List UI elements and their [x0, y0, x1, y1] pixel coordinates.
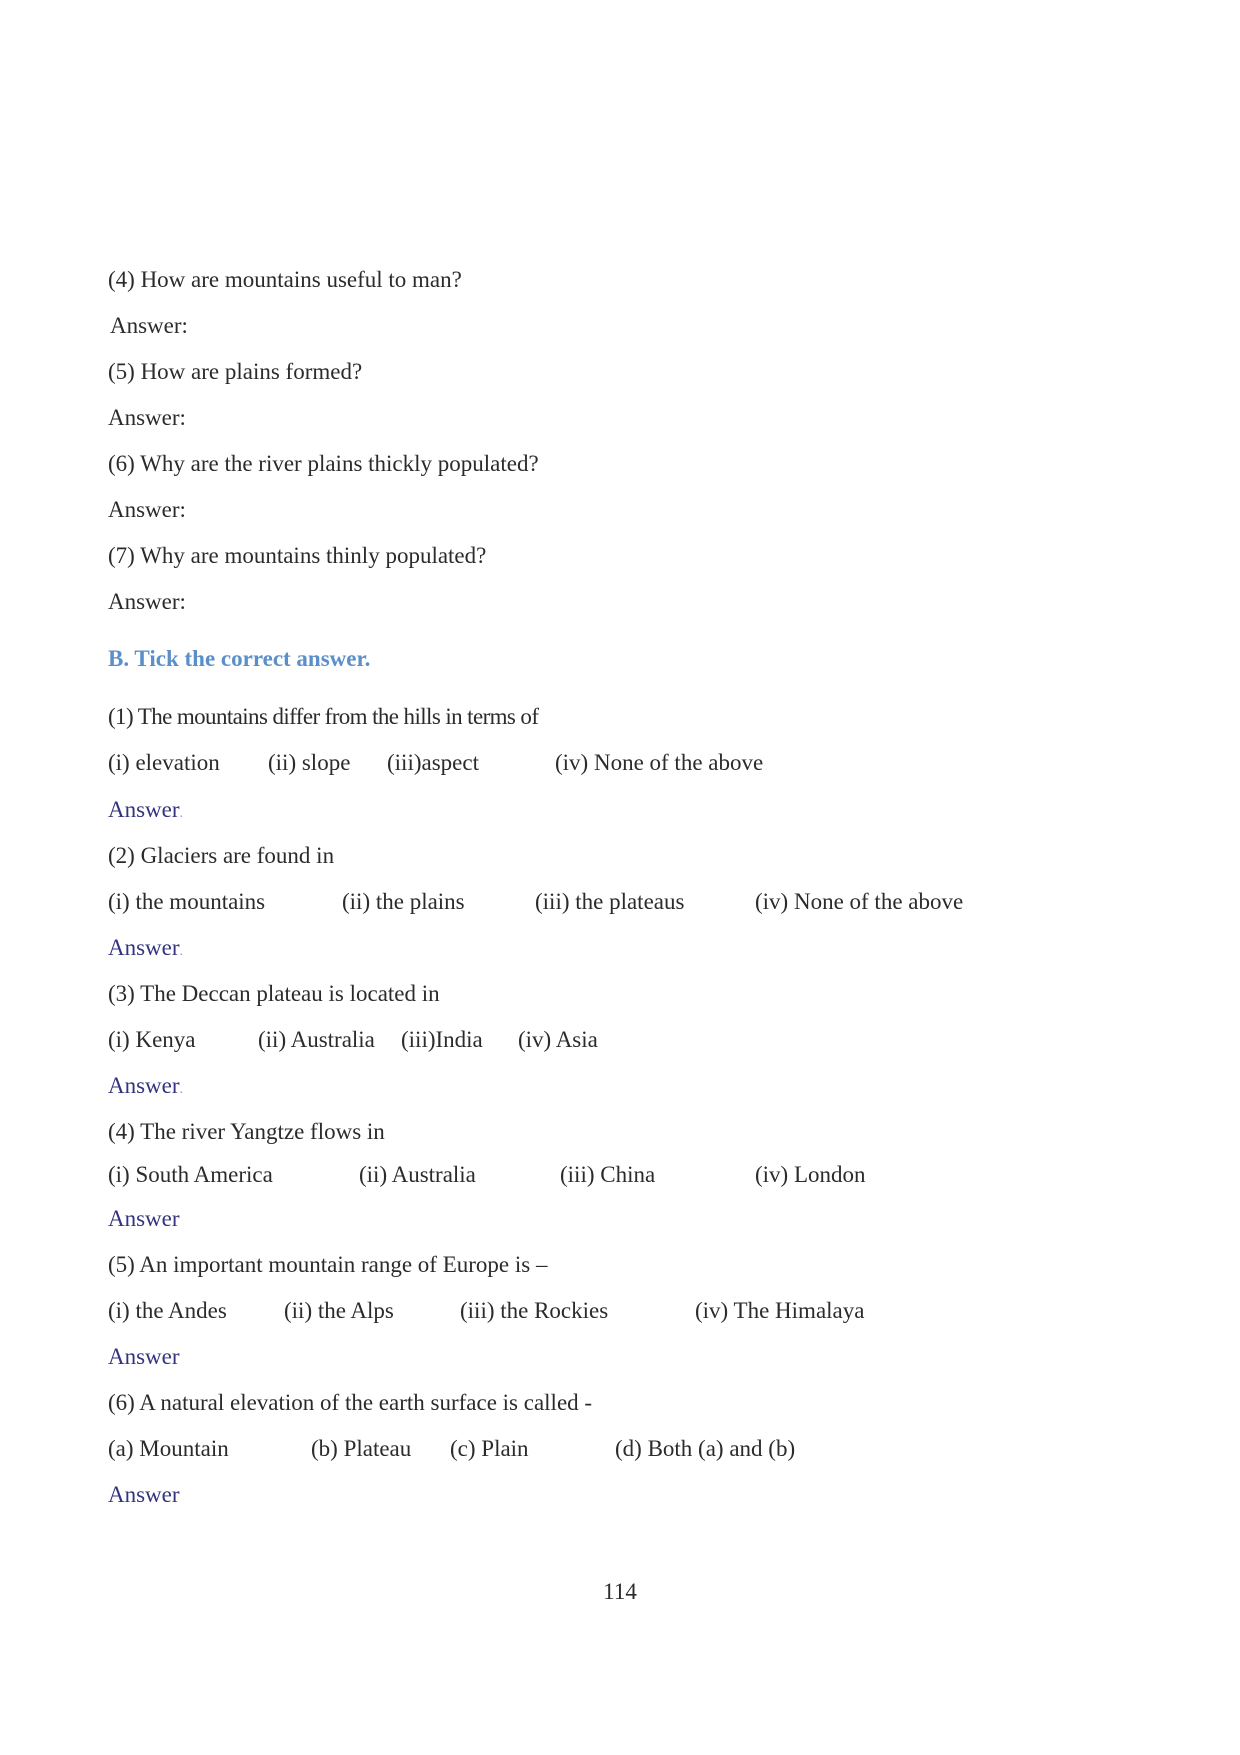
mcq-option[interactable]: (ii) the Alps — [284, 1298, 394, 1323]
section-heading: B. Tick the correct answer. — [108, 646, 371, 671]
mcq-question-2: (2) Glaciers are found in — [108, 843, 335, 868]
page-number: 114 — [603, 1579, 637, 1604]
mcq-option[interactable]: (ii) Australia — [258, 1027, 375, 1052]
mcq-option[interactable]: (i) the mountains — [108, 889, 266, 914]
mcq-answer — [108, 1204, 180, 1238]
answer-label: Answer: — [108, 589, 186, 614]
mcq-answer — [108, 1342, 180, 1376]
answer-label: Answer — [108, 1344, 180, 1369]
mcq-option[interactable]: (iii) China — [560, 1162, 656, 1187]
answer-label: Answer — [108, 1206, 180, 1231]
mcq-question-4: (4) The river Yangtze flows in — [108, 1119, 385, 1144]
answer-label: Answer: — [108, 497, 186, 522]
mcq-option[interactable]: (d) Both (a) and (b) — [615, 1436, 796, 1461]
mcq-option[interactable]: (iii) the plateaus — [535, 889, 685, 914]
answer-mark: . — [179, 1082, 184, 1097]
mcq-question-1: (1) The mountains differ from the hills in terms of — [108, 704, 539, 729]
mcq-option[interactable]: (iv) None of the above — [755, 889, 964, 914]
question-4: (4) How are mountains useful to man? — [108, 267, 462, 292]
mcq-option[interactable]: (c) Plain — [450, 1436, 529, 1461]
question-5: (5) How are plains formed? — [108, 359, 363, 384]
mcq-answer — [108, 1071, 183, 1105]
mcq-option[interactable]: (iv) The Himalaya — [695, 1298, 865, 1323]
mcq-question-3: (3) The Deccan plateau is located in — [108, 981, 440, 1006]
mcq-option[interactable]: (i) Kenya — [108, 1027, 196, 1052]
mcq-option[interactable]: (iii) the Rockies — [460, 1298, 609, 1323]
answer-mark: . — [179, 806, 184, 821]
mcq-question-6: (6) A natural elevation of the earth surface is called - — [108, 1390, 593, 1415]
mcq-option[interactable]: (ii) slope — [268, 750, 351, 775]
mcq-option[interactable]: (i) elevation — [108, 750, 220, 775]
mcq-option[interactable]: (iv) London — [755, 1162, 866, 1187]
answer-label: Answer — [108, 1073, 180, 1098]
mcq-option[interactable]: (ii) the plains — [342, 889, 465, 914]
mcq-option[interactable]: (i) South America — [108, 1162, 273, 1187]
mcq-option[interactable]: (b) Plateau — [311, 1436, 412, 1461]
answer-label: Answer — [108, 935, 180, 960]
answer-label: Answer: — [110, 313, 188, 338]
mcq-option[interactable]: (iii)aspect — [387, 750, 479, 775]
mcq-answer — [108, 795, 183, 829]
mcq-option[interactable]: (a) Mountain — [108, 1436, 229, 1461]
question-6: (6) Why are the river plains thickly populated? — [108, 451, 539, 476]
mcq-option[interactable]: (iv) None of the above — [555, 750, 764, 775]
answer-label: Answer — [108, 797, 180, 822]
mcq-option[interactable]: (iii)India — [401, 1027, 483, 1052]
mcq-question-5: (5) An important mountain range of Europe is – — [108, 1252, 548, 1277]
mcq-answer — [108, 1480, 180, 1514]
mcq-option[interactable]: (iv) Asia — [518, 1027, 598, 1052]
mcq-option[interactable]: (ii) Australia — [359, 1162, 476, 1187]
mcq-option[interactable]: (i) the Andes — [108, 1298, 227, 1323]
question-7: (7) Why are mountains thinly populated? — [108, 543, 487, 568]
mcq-answer — [108, 933, 183, 967]
answer-label: Answer: — [108, 405, 186, 430]
answer-label: Answer — [108, 1482, 180, 1507]
answer-mark: . — [179, 944, 184, 959]
